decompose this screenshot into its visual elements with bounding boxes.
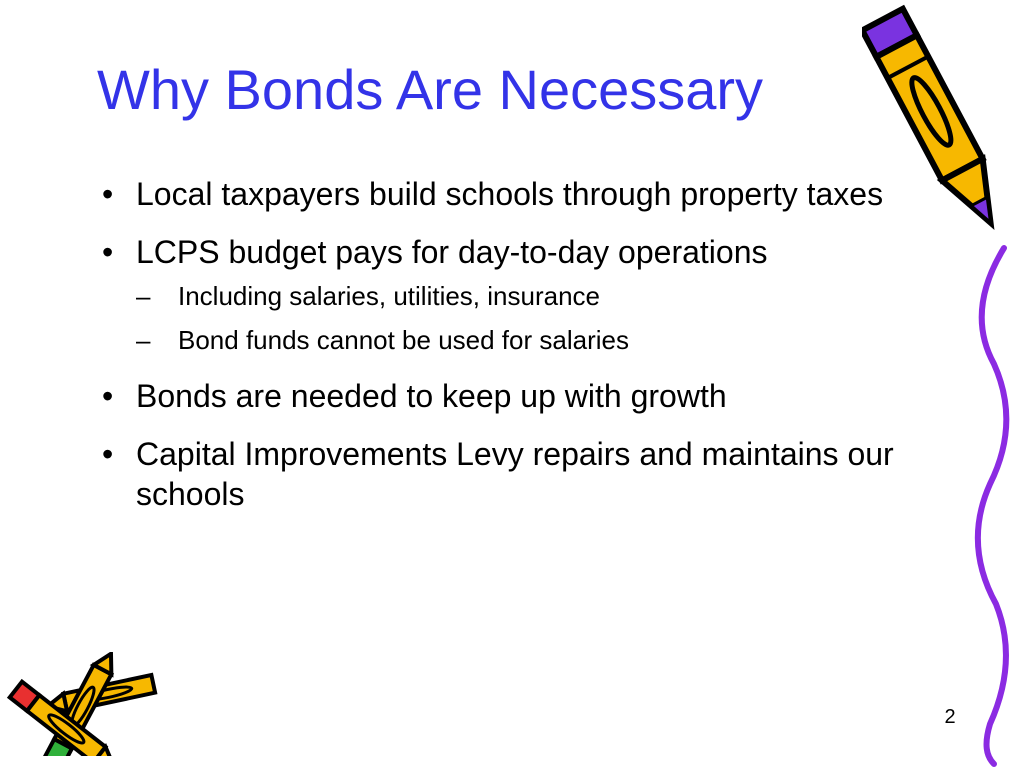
sub-bullet-item [136, 322, 936, 358]
sub-bullet-text: Bond funds cannot be used for salaries [178, 325, 629, 355]
sub-bullet-marker: – [136, 325, 151, 355]
squiggle-line-icon [964, 244, 1018, 768]
bullet-text: Capital Improvements Levy repairs and maintains our schools [136, 436, 894, 512]
sub-bullet-text: Including salaries, utilities, insurance [178, 281, 600, 311]
bullet-marker: • [102, 436, 114, 472]
bullet-text: LCPS budget pays for day-to-day operations [136, 234, 768, 270]
bullet-list [96, 174, 936, 532]
crayon-pencils-icon [0, 652, 160, 756]
sub-bullet-marker: – [136, 281, 151, 311]
bullet-item [96, 232, 936, 358]
sub-bullet-item [136, 278, 936, 314]
bullet-text: Local taxpayers build schools through property taxes [136, 176, 884, 212]
bullet-marker: • [102, 378, 114, 414]
bullet-marker: • [102, 176, 114, 212]
bullet-item [96, 376, 936, 416]
slide-title: Why Bonds Are Necessary [97, 58, 764, 121]
bullet-item [96, 434, 936, 514]
sub-bullet-list [136, 278, 936, 358]
bullet-text: Bonds are needed to keep up with growth [136, 378, 727, 414]
bullet-marker: • [102, 234, 114, 270]
bullet-item [96, 174, 936, 214]
slide-number: 2 [944, 706, 956, 728]
